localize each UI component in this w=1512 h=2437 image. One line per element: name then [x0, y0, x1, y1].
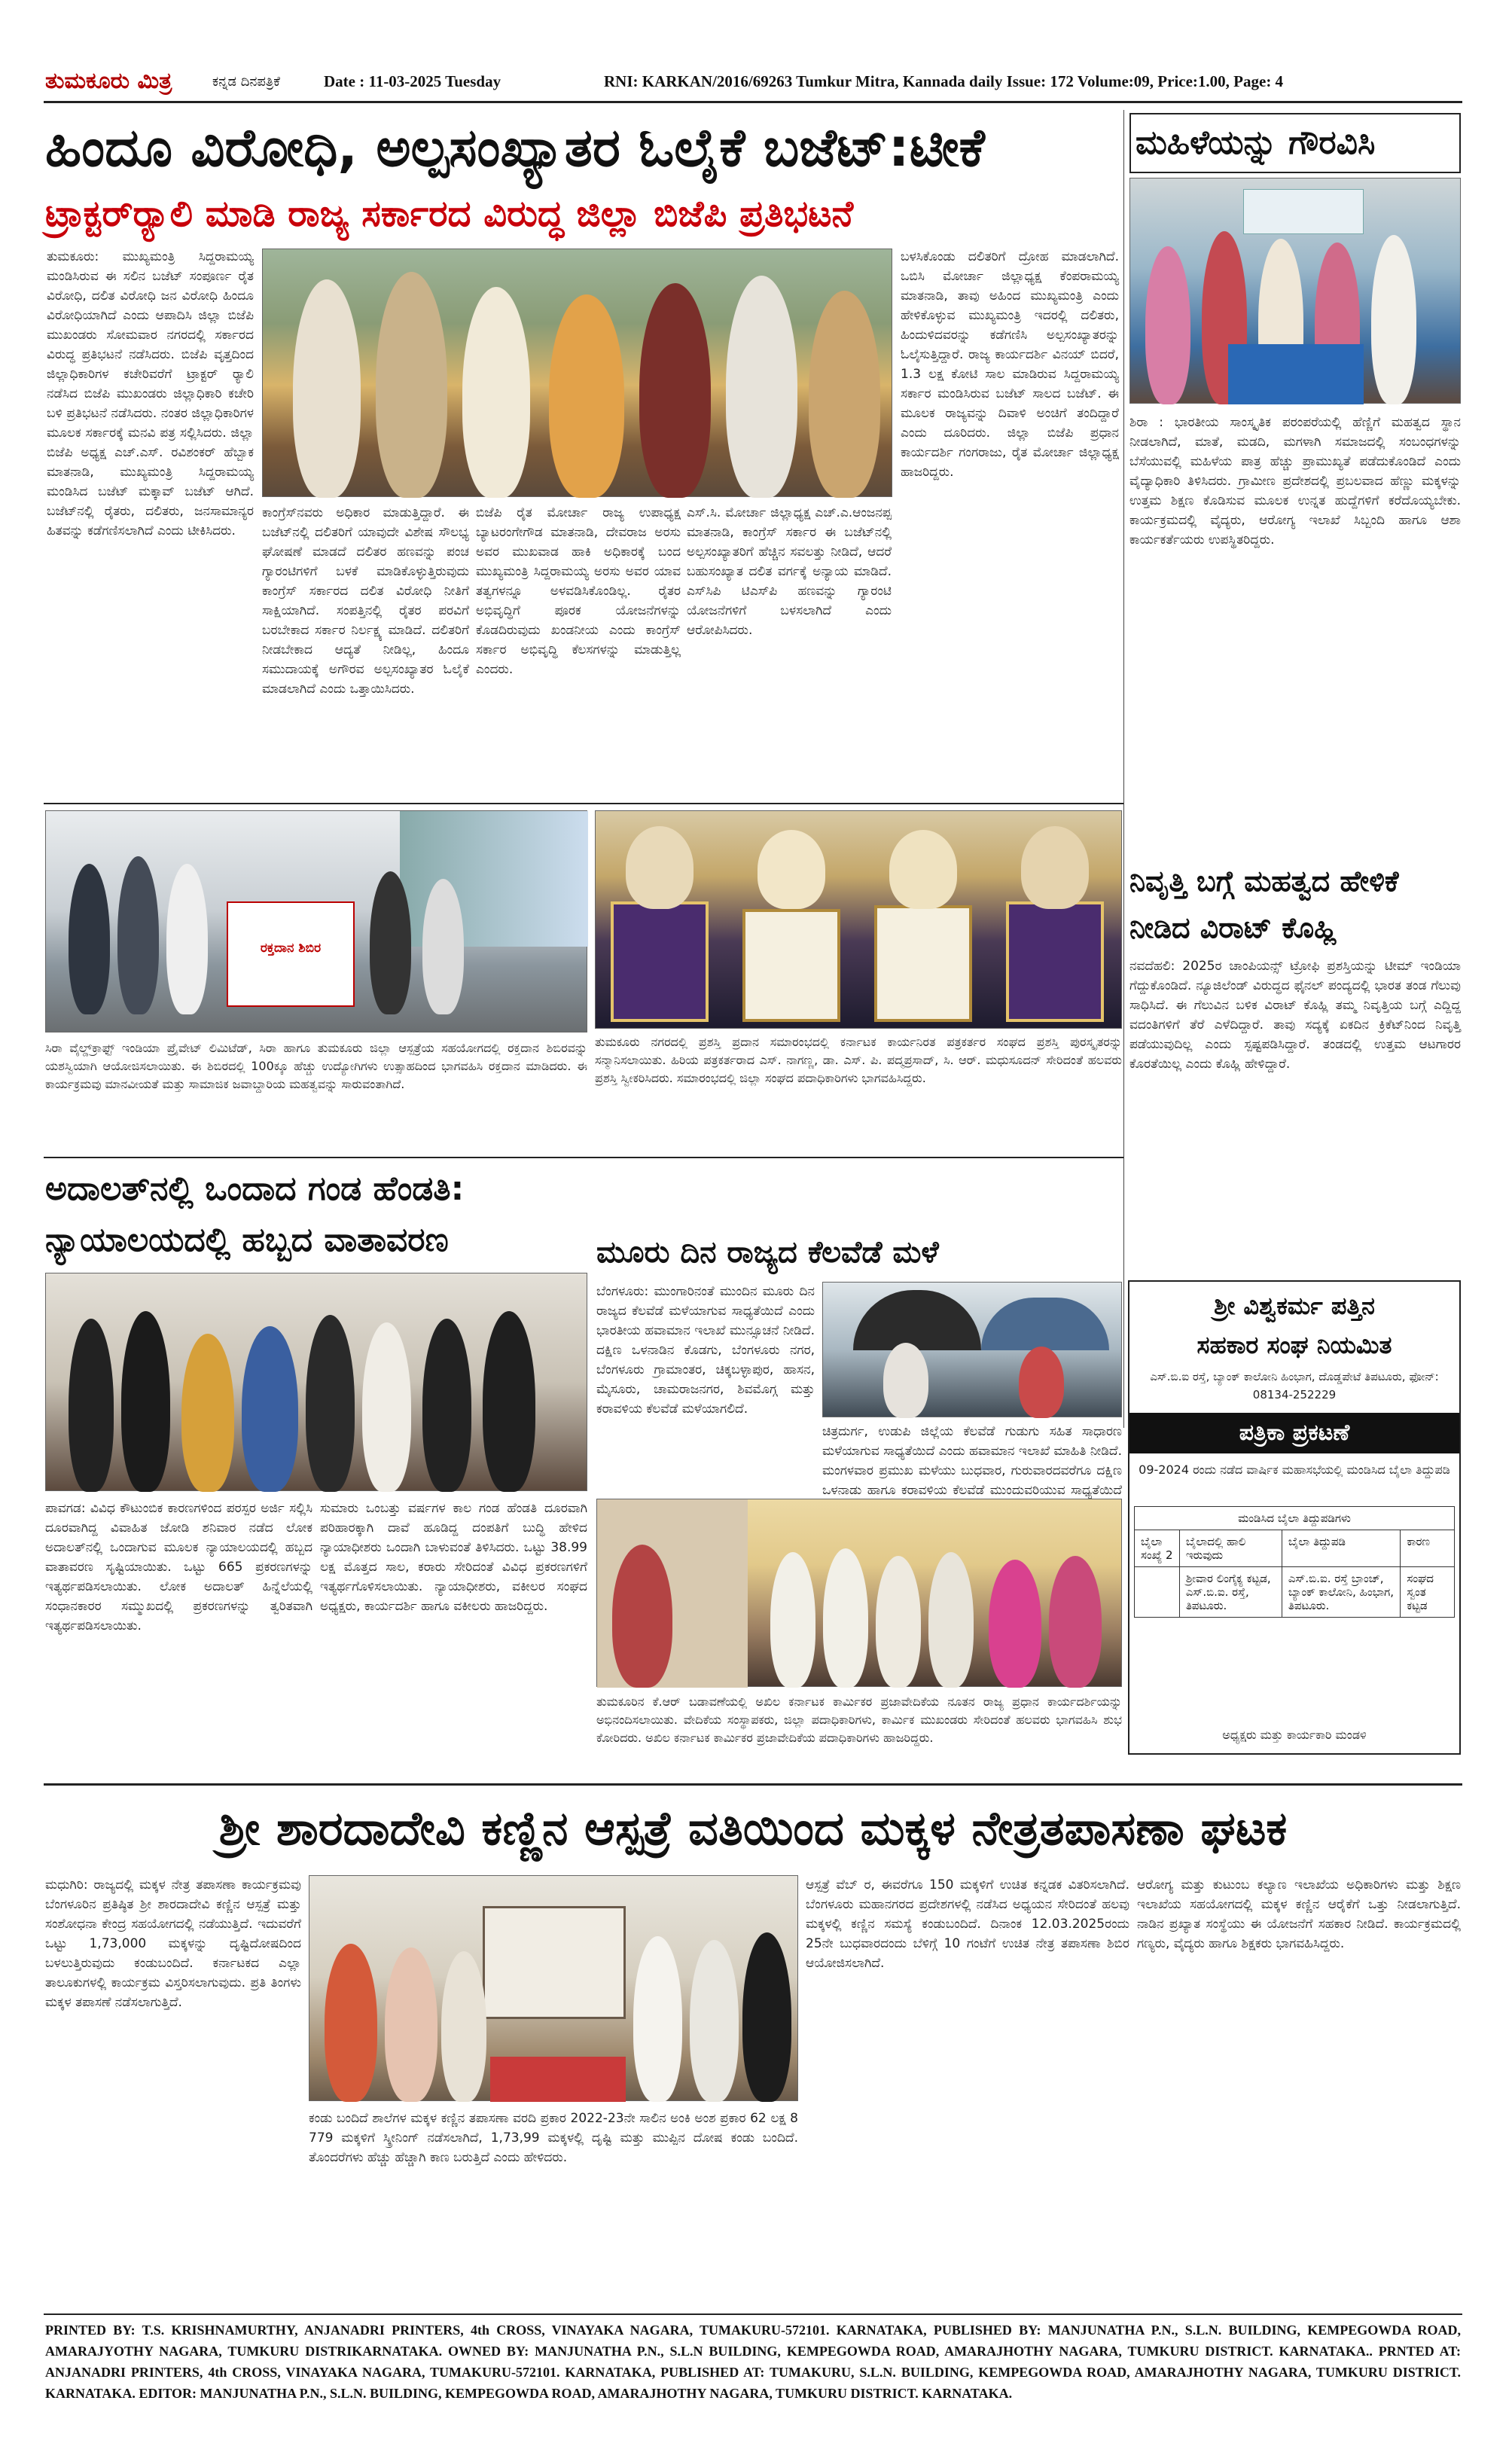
honor-headline: ಮಹಿಳೆಯನ್ನು ಗೌರವಿಸಿ	[1136, 124, 1376, 162]
rain-col2: ಚಿತ್ರದುರ್ಗ, ಉಡುಪಿ ಜಿಲ್ಲೆಯ ಕೆಲವೆಡೆ ಗುಡುಗು ಸಹಿತ ಸಾಧಾರಣ ಮಳೆಯಾಗುವ ಸಾಧ್ಯತೆಯಿದೆ ಎಂದು ಹವಾಮಾನ ಇಲಾಖೆ ಮಾಹಿತಿ ನೀಡಿದೆ. ಮಂಗಳವಾರ ಪ್ರಮುಖ ಮಳೆಯು ಬುಧವಾರ, ಗುರುವಾರದವರೆಗೂ ದಕ್ಷಿಣ ಒಳನಾಡು ಹಾಗೂ ಕರಾವಳಿಯ ಕೆಲವೆಡೆ ಮುಂದುವರಿಯುವ ಸಾಧ್ಯತೆಯಿದೆ	[822, 1424, 1122, 1498]
notice-row-d: ಸಂಘದ ಸ್ವಂತ ಕಟ್ಟಡ	[1401, 1567, 1455, 1618]
masthead-rule	[44, 101, 1462, 103]
notice-banner	[1129, 1413, 1459, 1453]
notice-table	[1134, 1506, 1455, 1717]
rain-col1: ಬೆಂಗಳೂರು: ಮುಂಗಾರಿನಂತೆ ಮುಂದಿನ ಮೂರು ದಿನ ರಾಜ್ಯದ ಕೆಲವೆಡೆ ಮಳೆಯಾಗುವ ಸಾಧ್ಯತೆಯಿದೆ ಎಂದು ಭಾರತೀಯ ಹವಾಮಾನ ಇಲಾಖೆ ಮುನ್ಸೂಚನೆ ನೀಡಿದೆ. ದಕ್ಷಿಣ ಒಳನಾಡಿನ ಕೊಡಗು, ಬೆಂಗಳೂರು ನಗರ, ಬೆಂಗಳೂರು ಗ್ರಾಮಾಂತರ, ಚಿಕ್ಕಬಳ್ಳಾಪುರ, ಹಾಸನ, ಮೈಸೂರು, ಚಾಮರಾಜನಗರ, ಶಿವಮೊಗ್ಗ ಮತ್ತು ಕರಾವಳಿಯ ಕೆಲವೆಡೆ ಮಳೆಯಾಗಲಿದೆ.	[596, 1284, 815, 1417]
notice-title-1: ಶ್ರೀ ವಿಶ್ವಕರ್ಮ ಪತ್ತಿನ	[1214, 1292, 1375, 1320]
lead-col1: ತುಮಕೂರು: ಮುಖ್ಯಮಂತ್ರಿ ಸಿದ್ದರಾಮಯ್ಯ ಮಂಡಿಸಿರುವ ಈ ಸಲಿನ ಬಜೆಟ್ ಸಂಪೂರ್ಣ ರೈತ ವಿರೋಧಿ, ದಲಿತ ವಿರೋಧಿ ಜನ ವಿರೋಧಿ ಹಿಂದೂ ವಿರೋಧಿಯಾಗಿದೆ ಎಂದು ಆಪಾದಿಸಿ ಜಿಲ್ಲಾ ಬಿಜೆಪಿ ಮುಖಂಡರು ಸೋಮವಾರ ನಗರದಲ್ಲಿ ಸರ್ಕಾರದ ವಿರುದ್ಧ ಪ್ರತಿಭಟನೆ ನಡೆಸಿದರು. ಬಿಜೆಪಿ ವೃತ್ತದಿಂದ ಜಿಲ್ಲಾಧಿಕಾರಿಗಳ ಕಚೇರಿವರೆಗೆ ಟ್ರಾಕ್ಟರ್ ರ್‍ಯಾಲಿ ನಡೆಸಿದ ಬಿಜೆಪಿ ಮುಖಂಡರು ಜಿಲ್ಲಾಧಿಕಾರಿ ಕಚೇರಿ ಬಳಿ ಪ್ರತಿಭಟನೆ ನಡೆಸಿದರು. ನಂತರ ಜಿಲ್ಲಾಧಿಕಾರಿಗಳ ಮೂಲಕ ಸರ್ಕಾರಕ್ಕೆ ಮನವಿ ಪತ್ರ ಸಲ್ಲಿಸಿದರು. ಜಿಲ್ಲಾ ಬಿಜೆಪಿ ಅಧ್ಯಕ್ಷ ಎಚ್.ಎಸ್. ರವಿಶಂಕರ್ ಹೆಬ್ಬಾಕ ಮಾತನಾಡಿ, ಮುಖ್ಯಮಂತ್ರಿ ಸಿದ್ದರಾಮಯ್ಯ ಮಂಡಿಸಿದ ಬಜೆಟ್ ಮಕ್ಕಾವ್ ಬಜೆಟ್ ಆಗಿದೆ. ಬಜೆಟ್‌ನಲ್ಲಿ ರೈತರು, ದಲಿತರು, ಜನಸಾಮಾನ್ಯರ ಹಿತವನ್ನು ಕಡೆಗಣಿಸಲಾಗಿದೆ ಎಂದು ಟೀಕಿಸಿದರು.	[47, 249, 254, 538]
rain-photo	[822, 1282, 1122, 1417]
lead-photo	[262, 249, 892, 497]
awards-caption: ತುಮಕೂರು ನಗರದಲ್ಲಿ ಪ್ರಶಸ್ತಿ ಪ್ರದಾನ ಸಮಾರಂಭದಲ್ಲಿ ಕರ್ನಾಟಕ ಕಾರ್ಯನಿರತ ಪತ್ರಕರ್ತರ ಸಂಘದ ಪ್ರಶಸ್ತಿ ಪುರಸ್ಕೃತರನ್ನು ಸನ್ಮಾನಿಸಲಾಯಿತು. ಹಿರಿಯ ಪತ್ರಕರ್ತರಾದ ಎಸ್. ನಾಗಣ್ಣ, ಡಾ. ಎಸ್. ಪಿ. ಪದ್ಮಪ್ರಸಾದ್, ಸಿ. ಆರ್. ಮಧುಸೂದನ್ ಸೇರಿದಂತೆ ಹಲವರು ಪ್ರಶಸ್ತಿ ಸ್ವೀಕರಿಸಿದರು. ಸಮಾರಂಭದಲ್ಲಿ ಜಿಲ್ಲಾ ಸಂಘದ ಪದಾಧಿಕಾರಿಗಳು ಭಾಗವಹಿಸಿದ್ದರು.	[595, 1035, 1122, 1085]
lead-col4: ಎಸ್.ಸಿ. ಮೋರ್ಚಾ ಜಿಲ್ಲಾಧ್ಯಕ್ಷ ಎಚ್.ಎ.ಆಂಜನಪ್ಪ ಮಾತನಾಡಿ, ಕಾಂಗ್ರೆಸ್ ಸರ್ಕಾರ ಈ ಬಜೆಟ್‌ನಲ್ಲಿ ಅಲ್ಪಸಂಖ್ಯಾತರಿಗೆ ಹೆಚ್ಚಿನ ಸವಲತ್ತು ನೀಡಿದೆ, ಆದರೆ ಬಹುಸಂಖ್ಯಾತ ದಲಿತ ವರ್ಗಕ್ಕೆ ಅನ್ಯಾಯ ಮಾಡಿದೆ. ಎಸ್‌ಸಿಪಿ ಟಿಎಸ್‌ಪಿ ಹಣವನ್ನು ಗ್ಯಾರಂಟಿ ಯೋಜನೆಗಳಿಗೆ ಬಳಸಲಾಗಿದೆ ಎಂದು ಆರೋಪಿಸಿದರು.	[687, 505, 892, 638]
masthead	[45, 68, 1461, 98]
notice-col-a: ಬೈಲಾ ಸಂಖ್ಯೆ 2	[1135, 1530, 1180, 1567]
notice-address: ಎಸ್.ಬಿ.ಐ ರಸ್ತೆ, ಬ್ಯಾಂಕ್ ಕಾಲೋನಿ ಹಿಂಭಾಗ, ದೊಡ್ಡಪೇಟೆ ತಿಪಟೂರು, ಫೋನ್: 08134-252229	[1150, 1370, 1439, 1402]
eye-col3: ಆಸ್ಪತ್ರೆ ವೆಬ್ ರ, ಈವರೆಗೂ 150 ಮಕ್ಕಳಿಗೆ ಉಚಿತ ಕನ್ನಡಕ ವಿತರಿಸಲಾಗಿದೆ. ಬೆಂಗಳೂರು ಮಹಾನಗರದ ಪ್ರದೇಶಗಳಲ್ಲಿ ನಡೆಸಿದ ಅಧ್ಯಯನ ಸೇರಿದಂತೆ ಹಲವು ಮಕ್ಕಳಲ್ಲಿ ಕಣ್ಣಿನ ಸಮಸ್ಯೆ ಕಂಡುಬಂದಿದೆ. ದಿನಾಂಕ 12.03.2025ರಂದು 25ನೇ ಬುಧವಾರದಂದು ಬೆಳಿಗ್ಗೆ 10 ಗಂಟೆಗೆ ಉಚಿತ ನೇತ್ರ ತಪಾಸಣಾ ಶಿಬಿರ ಆಯೋಜಿಸಲಾಗಿದೆ.	[806, 1877, 1129, 1971]
section-rule	[44, 1157, 1123, 1158]
notice-row-c: ಎಸ್.ಬಿ.ಐ. ರಸ್ತೆ ಬ್ರಾಂಚ್, ಬ್ಯಾಂಕ್ ಕಾಲೋನಿ, ಹಿಂಭಾಗ, ತಿಪಟೂರು.	[1282, 1567, 1401, 1618]
eye-col4: ಆರೋಗ್ಯ ಮತ್ತು ಕುಟುಂಬ ಕಲ್ಯಾಣ ಇಲಾಖೆಯ ಅಧಿಕಾರಿಗಳು ಮತ್ತು ಶಿಕ್ಷಣ ಇಲಾಖೆಯ ಸಹಯೋಗದಲ್ಲಿ ಮಕ್ಕಳ ಕಣ್ಣಿನ ಆರೈಕೆಗೆ ಒತ್ತು ನೀಡಲಾಗುತ್ತಿದೆ. ನಾಡಿನ ಪ್ರಖ್ಯಾತ ಸಂಸ್ಥೆಯು ಈ ಯೋಜನೆಗೆ ಸಹಕಾರ ನೀಡಿದೆ. ಕಾರ್ಯಕ್ರಮದಲ್ಲಿ ಗಣ್ಯರು, ವೈದ್ಯರು ಹಾಗೂ ಶಿಕ್ಷಕರು ಭಾಗವಹಿಸಿದ್ದರು.	[1137, 1877, 1461, 1951]
kohli-headline-1: ನಿವೃತ್ತಿ ಬಗ್ಗೆ ಮಹತ್ವದ ಹೇಳಿಕೆ	[1129, 865, 1399, 898]
eye-headline: ಶ್ರೀ ಶಾರದಾದೇವಿ ಕಣ್ಣಿನ ಆಸ್ಪತ್ರೆ ವತಿಯಿಂದ ಮಕ್ಕಳ ನೇತ್ರತಪಾಸಣಾ ಘಟಕ	[218, 1801, 1288, 1856]
notice-table-title: ಮಂಡಿಸಿದ ಬೈಲಾ ತಿದ್ದುಪಡಿಗಳು	[1135, 1507, 1455, 1530]
notice-intro: 09-2024 ರಂದು ನಡೆದ ವಾರ್ಷಿಕ ಮಹಾಸಭೆಯಲ್ಲಿ ಮಂಡಿಸಿದ ಬೈಲಾ ತಿದ್ದುಪಡಿ	[1139, 1463, 1450, 1477]
masthead-logo: ತುಮಕೂರು ಮಿತ್ರ	[45, 68, 172, 94]
court-photo	[45, 1273, 587, 1491]
notice-col-c: ಬೈಲಾ ತಿದ್ದುಪಡಿ	[1282, 1530, 1401, 1567]
masthead-sub: ಕನ್ನಡ ದಿನಪತ್ರಿಕೆ	[212, 74, 281, 90]
blood-caption: ಸಿರಾ ವೈಲ್ಡ್‌ಕ್ರಾಫ್ಟ್ ಇಂಡಿಯಾ ಪ್ರೈವೇಟ್ ಲಿಮಿಟೆಡ್, ಸಿರಾ ಹಾಗೂ ತುಮಕೂರು ಜಿಲ್ಲಾ ಆಸ್ಪತ್ರೆಯ ಸಹಯೋಗದಲ್ಲಿ ರಕ್ತದಾನ ಶಿಬಿರವನ್ನು ಯಶಸ್ವಿಯಾಗಿ ಆಯೋಜಿಸಲಾಯಿತು. ಈ ಶಿಬಿರದಲ್ಲಿ 100ಕ್ಕೂ ಹೆಚ್ಚು ಉದ್ಯೋಗಿಗಳು ಉತ್ಸಾಹದಿಂದ ಭಾಗವಹಿಸಿ ರಕ್ತದಾನ ಮಾಡಿದರು. ಈ ಕಾರ್ಯಕ್ರಮವು ಮಾನವೀಯತೆ ಮತ್ತು ಸಾಮಾಜಿಕ ಜವಾಬ್ದಾರಿಯ ಮಹತ್ವವನ್ನು ಸಾರುವಂತಾಗಿದೆ.	[45, 1041, 587, 1091]
section-rule	[44, 803, 1123, 804]
lead-headline: ಹಿಂದೂ ವಿರೋಧಿ, ಅಲ್ಪಸಂಖ್ಯಾತರ ಓಲೈಕೆ ಬಜೆಟ್:ಟೀಕೆ	[45, 117, 985, 178]
col-rule	[1123, 110, 1124, 1428]
notice-row-b: ಶ್ರೀವಾರ ಲಿಂಗೈಕ್ಯ ಕಟ್ಟಡ, ಎಸ್.ಬಿ.ಐ. ರಸ್ತೆ, ತಿಪಟೂರು.	[1179, 1567, 1282, 1618]
notice-col-b: ಬೈಲಾದಲ್ಲಿ ಹಾಲಿ ಇರುವುದು	[1179, 1530, 1282, 1567]
felicitation-caption: ತುಮಕೂರಿನ ಕೆ.ಆರ್ ಬಡಾವಣೆಯಲ್ಲಿ ಅಖಿಲ ಕರ್ನಾಟಕ ಕಾರ್ಮಿಕರ ಪ್ರಜಾವೇದಿಕೆಯ ನೂತನ ರಾಜ್ಯ ಪ್ರಧಾನ ಕಾರ್ಯದರ್ಶಿಯನ್ನು ಅಭಿನಂದಿಸಲಾಯಿತು. ವೇದಿಕೆಯ ಸಂಸ್ಥಾಪಕರು, ಜಿಲ್ಲಾ ಪದಾಧಿಕಾರಿಗಳು, ಕಾರ್ಮಿಕ ಮುಖಂಡರು ಸೇರಿದಂತೆ ಹಲವರು ಭಾಗವಹಿಸಿ ಶುಭ ಕೋರಿದರು. ಅಖಿಲ ಕರ್ನಾಟಕ ಕಾರ್ಮಿಕರ ಪ್ರಜಾವೇದಿಕೆಯ ಪದಾಧಿಕಾರಿಗಳು ಹಾಜರಿದ್ದರು.	[596, 1694, 1122, 1745]
awards-photo	[595, 810, 1122, 1029]
court-headline-2: ನ್ಯಾಯಾಲಯದಲ್ಲಿ ಹಬ್ಬದ ವಾತಾವರಣ	[45, 1221, 449, 1259]
blood-photo	[45, 810, 587, 1032]
court-headline-1: ಅದಾಲತ್‌ನಲ್ಲಿ ಒಂದಾದ ಗಂಡ ಹೆಂಡತಿ:	[45, 1170, 465, 1208]
notice-col-d: ಕಾರಣ	[1401, 1530, 1455, 1567]
notice-banner-text: ಪತ್ರಿಕಾ ಪ್ರಕಟಣೆ	[1239, 1420, 1350, 1446]
rain-headline: ಮೂರು ದಿನ ರಾಜ್ಯದ ಕೆಲವೆಡೆ ಮಳೆ	[596, 1235, 939, 1270]
court-col1: ಪಾವಗಡ: ವಿವಿಧ ಕೌಟುಂಬಿಕ ಕಾರಣಗಳಿಂದ ಪರಸ್ಪರ ಅರ್ಜಿ ಸಲ್ಲಿಸಿ ದೂರವಾಗಿದ್ದ ವಿವಾಹಿತ ಜೋಡಿ ಶನಿವಾರ ನಡೆದ ಲೋಕ ಅದಾಲತ್‌ನಲ್ಲಿ ಒಂದಾಗುವ ಮೂಲಕ ನ್ಯಾಯಾಲಯದಲ್ಲಿ ಹಬ್ಬದ ವಾತಾವರಣ ಸೃಷ್ಟಿಯಾಯಿತು. ಒಟ್ಟು 665 ಪ್ರಕರಣಗಳನ್ನು ಇತ್ಯರ್ಥಪಡಿಸಲಾಯಿತು. ಲೋಕ ಅದಾಲತ್ ಹಿನ್ನೆಲೆಯಲ್ಲಿ ಸಂಧಾನಕಾರರ ಸಮ್ಮುಖದಲ್ಲಿ ಪ್ರಕರಣಗಳನ್ನು ತ್ವರಿತವಾಗಿ ಇತ್ಯರ್ಥಪಡಿಸಲಾಯಿತು.	[45, 1501, 312, 1633]
notice-title-2: ಸಹಕಾರ ಸಂಘ ನಿಯಮಿತ	[1196, 1331, 1392, 1359]
lead-subhead: ಟ್ರಾಕ್ಟರ್‌ರ್‍ಯಾಲಿ ಮಾಡಿ ರಾಜ್ಯ ಸರ್ಕಾರದ ವಿರುದ್ಧ ಜಿಲ್ಲಾ ಬಿಜೆಪಿ ಪ್ರತಿಭಟನೆ	[45, 193, 854, 235]
imprint-rule	[44, 2313, 1462, 2315]
notice-footer: ಅಧ್ಯಕ್ಷರು ಮತ್ತು ಕಾರ್ಯಕಾರಿ ಮಂಡಳಿ	[1222, 1728, 1367, 1742]
blood-banner-text: ರಕ್ತದಾನ ಶಿಬಿರ	[260, 941, 322, 956]
masthead-info: RNI: KARKAN/2016/69263 Tumkur Mitra, Kannada daily Issue: 172 Volume:09, Price:1.00, Page: 4	[604, 72, 1284, 90]
honor-photo	[1129, 178, 1461, 404]
masthead-date: Date : 11-03-2025 Tuesday	[324, 72, 501, 90]
eye-photo	[309, 1875, 798, 2101]
eye-col2: ಕಂಡು ಬಂದಿದೆ ಶಾಲೆಗಳ ಮಕ್ಕಳ ಕಣ್ಣಿನ ತಪಾಸಣಾ ವರದಿ ಪ್ರಕಾರ 2022-23ನೇ ಸಾಲಿನ ಅಂಕಿ ಅಂಶ ಪ್ರಕಾರ 62 ಲಕ್ಷ 8 779 ಮಕ್ಕಳಿಗೆ ಸ್ಕ್ರೀನಿಂಗ್ ನಡೆಸಲಾಗಿದೆ, 1,73,99 ಮಕ್ಕಳಲ್ಲಿ ದೃಷ್ಟಿ ಮತ್ತು ಮುಪ್ಪಿನ ದೋಷ ಕಂಡು ಬಂದಿದೆ. ತೊಂದರೆಗಳು ಹೆಚ್ಚು ಹೆಚ್ಚಾಗಿ ಕಾಣ ಬರುತ್ತಿದೆ ಎಂದು ಹೇಳಿದರು.	[309, 2111, 798, 2165]
lead-col5: ಬಳಸಿಕೊಂಡು ದಲಿತರಿಗೆ ದ್ರೋಹ ಮಾಡಲಾಗಿದೆ. ಒಬಿಸಿ ಮೋರ್ಚಾ ಜಿಲ್ಲಾಧ್ಯಕ್ಷ ಕೆಂಪರಾಮಯ್ಯ ಮಾತನಾಡಿ, ತಾವು ಅಹಿಂದ ಮುಖ್ಯಮಂತ್ರಿ ಎಂದು ಹೇಳಿಕೊಳ್ಳುವ ಮುಖ್ಯಮಂತ್ರಿ ಇದರಲ್ಲಿ ದಲಿತರು, ಹಿಂದುಳಿದವರನ್ನು ಕಡೆಗಣಿಸಿ ಅಲ್ಪಸಂಖ್ಯಾತರನ್ನು ಓಲೈಸುತ್ತಿದ್ದಾರೆ. ರಾಜ್ಯ ಕಾರ್ಯದರ್ಶಿ ವಿನಯ್ ಬಿದರೆ, 1.3 ಲಕ್ಷ ಕೋಟಿ ಸಾಲ ಮಾಡಿರುವ ಸಿದ್ದರಾಮಯ್ಯ ಸರ್ಕಾರ ಮಂಡಿಸಿರುವ ಬಜೆಟ್ ಸಾಲದ ಬಜೆಟ್. ಈ ಮೂಲಕ ರಾಜ್ಯವನ್ನು ದಿವಾಳಿ ಅಂಚಿಗೆ ತಂದಿದ್ದಾರೆ ಎಂದು ದೂರಿದರು. ಜಿಲ್ಲಾ ಬಿಜೆಪಿ ಪ್ರಧಾನ ಕಾರ್ಯದರ್ಶಿ ಗಂಗರಾಜು, ರೈತ ಮೋರ್ಚಾ ಜಿಲ್ಲಾಧ್ಯಕ್ಷ ಹಾಜರಿದ್ದರು.	[901, 249, 1119, 480]
blood-banner	[227, 901, 355, 1007]
lead-col3: ಬಿಜೆಪಿ ರೈತ ಮೋರ್ಚಾ ರಾಜ್ಯ ಉಪಾಧ್ಯಕ್ಷ ಬ್ಯಾಟರಂಗೇಗೌಡ ಮಾತನಾಡಿ, ದೇವರಾಜ ಅರಸು ಅವರ ಮುಖವಾಡ ಹಾಕಿ ಅಧಿಕಾರಕ್ಕೆ ಬಂದ ಮುಖ್ಯಮಂತ್ರಿ ಸಿದ್ದರಾಮಯ್ಯ ಅರಸು ಅವರ ಯಾವ ತತ್ವಗಳನ್ನೂ ಅಳವಡಿಸಿಕೊಂಡಿಲ್ಲ. ರೈತರ ಅಭಿವೃದ್ಧಿಗೆ ಪೂರಕ ಯೋಜನೆಗಳನ್ನು ಕೊಡದಿರುವುದು ಖಂಡನೀಯ ಎಂದು ಕಾಂಗ್ರೆಸ್ ಸರ್ಕಾರ ಅಭಿವೃದ್ಧಿ ಕೆಲಸಗಳನ್ನು ಮಾಡುತ್ತಿಲ್ಲ ಎಂದರು.	[476, 505, 681, 677]
imprint: PRINTED BY: T.S. KRISHNAMURTHY, ANJANADRI PRINTERS, 4th CROSS, VINAYAKA NAGARA, TUMAKURU-572101. KARNATAKA, PUBLISHED BY: MANJUNATHA P.N., S.L.N. BUILDING, KEMPEGOWDA ROAD, AMARAJYOTHY NAGARA, TUMKURU DISTRIKARNATAKA. OWNED BY: MANJUNATHA P.N., S.L.N BUILDING, KEMPEGOWDA ROAD, AMARAJHOTHY NAGARA, TUMKURU DISTRICT. KARNATAKA.. PRNTED AT: ANJANADRI PRINTERS, 4th CROSS, VINAYAKA NAGARA, TUMAKURU-572101. KARNATAKA, PUBLISHED AT: TUMAKURU, S.L.N. BUILDING, KEMPEGOWDA ROAD, AMARAJHOTHY NAGARA, TUMKURU DISTRICT. KARNATAKA. EDITOR: MANJUNATHA P.N., S.L.N. BUILDING, KEMPEGOWDA ROAD, AMARAJHOTHY NAGARA, TUMKURU DISTRICT. KARNATAKA.	[45, 2323, 1461, 2401]
lead-col2: ಕಾಂಗ್ರೆಸ್‌ನವರು ಅಧಿಕಾರ ಮಾಡುತ್ತಿದ್ದಾರೆ. ಈ ಬಜೆಟ್‌ನಲ್ಲಿ ದಲಿತರಿಗೆ ಯಾವುದೇ ವಿಶೇಷ ಸೌಲಭ್ಯ ಘೋಷಣೆ ಮಾಡದೆ ದಲಿತರ ಹಣವನ್ನು ಪಂಚ ಗ್ಯಾರಂಟಿಗಳಿಗೆ ಬಳಕೆ ಮಾಡಿಕೊಳ್ಳುತ್ತಿರುವುದು ಕಾಂಗ್ರೆಸ್ ಸರ್ಕಾರದ ದಲಿತ ವಿರೋಧಿ ನೀತಿಗೆ ಸಾಕ್ಷಿಯಾಗಿದೆ. ಸಂಪತ್ತಿನಲ್ಲಿ ರೈತರ ಪರವಿಗೆ ಬರಬೇಕಾದ ಸರ್ಕಾರ ನಿರ್ಲಕ್ಷ್ಯ ಮಾಡಿದೆ. ದಲಿತರಿಗೆ ನೀಡಬೇಕಾದ ಆದ್ಯತೆ ನೀಡಿಲ್ಲ, ಹಿಂದೂ ಸಮುದಾಯಕ್ಕೆ ಅಗೌರವ ಅಲ್ಪಸಂಖ್ಯಾತರ ಓಲೈಕೆ ಮಾಡಲಾಗಿದೆ ಎಂದು ಒತ್ತಾಯಿಸಿದರು.	[262, 505, 469, 697]
section-rule	[44, 1783, 1462, 1786]
kohli-headline-2: ನೀಡಿದ ವಿರಾಟ್ ಕೊಹ್ಲಿ	[1129, 911, 1337, 944]
court-col2: ಸುಮಾರು ಒಂಬತ್ತು ವರ್ಷಗಳ ಕಾಲ ಗಂಡ ಹೆಂಡತಿ ದೂರವಾಗಿ ಪರಿಹಾರಕ್ಕಾಗಿ ದಾವೆ ಹೂಡಿದ್ದ ದಂಪತಿಗೆ ಬುದ್ಧಿ ಹೇಳಿದ ನ್ಯಾಯಾಧೀಶರು ಒಂದಾಗಿ ಬಾಳುವಂತೆ ತಿಳಿಸಿದರು. ಒಟ್ಟು 38.99 ಲಕ್ಷ ಮೊತ್ತದ ಸಾಲ, ಕರಾರು ಸೇರಿದಂತೆ ವಿವಿಧ ಪ್ರಕರಣಗಳಿಗೆ ಇತ್ಯರ್ಥಗೊಳಿಸಲಾಯಿತು. ನ್ಯಾಯಾಧೀಶರು, ವಕೀಲರ ಸಂಘದ ಅಧ್ಯಕ್ಷರು, ಕಾರ್ಯದರ್ಶಿ ಹಾಗೂ ವಕೀಲರು ಹಾಜರಿದ್ದರು.	[320, 1501, 587, 1614]
felicitation-photo	[596, 1499, 1122, 1687]
kohli-body: ನವದೆಹಲಿ: 2025ರ ಚಾಂಪಿಯನ್ಸ್ ಟ್ರೋಫಿ ಪ್ರಶಸ್ತಿಯನ್ನು ಟೀಮ್ ಇಂಡಿಯಾ ಗೆದ್ದುಕೊಂಡಿದೆ. ನ್ಯೂಜಿಲೆಂಡ್ ವಿರುದ್ಧದ ಫೈನಲ್ ಪಂದ್ಯದಲ್ಲಿ ಭಾರತ ತಂಡ ಗೆಲುವು ಸಾಧಿಸಿದೆ. ಈ ಗೆಲುವಿನ ಬಳಿಕ ವಿರಾಟ್ ಕೊಹ್ಲಿ ತಮ್ಮ ನಿವೃತ್ತಿಯ ಬಗ್ಗೆ ಎದ್ದಿದ್ದ ವದಂತಿಗಳಿಗೆ ತೆರೆ ಎಳೆದಿದ್ದಾರೆ. ತಾವು ಸದ್ಯಕ್ಕೆ ಏಕದಿನ ಕ್ರಿಕೆಟ್‌ನಿಂದ ನಿವೃತ್ತಿ ಪಡೆಯುವುದಿಲ್ಲ ಎಂದು ಸ್ಪಷ್ಟಪಡಿಸಿದ್ದಾರೆ. ತಂಡದಲ್ಲಿ ಉತ್ತಮ ಆಟಗಾರರ ಕೊರತೆಯಿಲ್ಲ ಎಂದು ಕೊಹ್ಲಿ ಹೇಳಿದ್ದಾರೆ.	[1129, 959, 1461, 1072]
eye-col1: ಮಧುಗಿರಿ: ರಾಜ್ಯದಲ್ಲಿ ಮಕ್ಕಳ ನೇತ್ರ ತಪಾಸಣಾ ಕಾರ್ಯಕ್ರಮವು ಬೆಂಗಳೂರಿನ ಪ್ರತಿಷ್ಠಿತ ಶ್ರೀ ಶಾರದಾದೇವಿ ಕಣ್ಣಿನ ಆಸ್ಪತ್ರೆ ಮತ್ತು ಸಂಶೋಧನಾ ಕೇಂದ್ರ ಸಹಯೋಗದಲ್ಲಿ ನಡೆಯುತ್ತಿದೆ. ಇದುವರೆಗೆ ಒಟ್ಟು 1,73,000 ಮಕ್ಕಳನ್ನು ದೃಷ್ಟಿದೋಷದಿಂದ ಬಳಲುತ್ತಿರುವುದು ಕಂಡುಬಂದಿದೆ. ಕರ್ನಾಟಕದ ಎಲ್ಲಾ ತಾಲೂಕುಗಳಲ್ಲಿ ಕಾರ್ಯಕ್ರಮ ವಿಸ್ತರಿಸಲಾಗುವುದು. ಪ್ರತಿ ತಿಂಗಳು ಮಕ್ಕಳ ತಪಾಸಣೆ ನಡೆಸಲಾಗುತ್ತಿದೆ.	[45, 1877, 301, 2010]
honor-body: ಶಿರಾ : ಭಾರತೀಯ ಸಾಂಸ್ಕೃತಿಕ ಪರಂಪರೆಯಲ್ಲಿ ಹೆಣ್ಣಿಗೆ ಮಹತ್ವದ ಸ್ಥಾನ ನೀಡಲಾಗಿದೆ, ಮಾತೆ, ಮಡದಿ, ಮಗಳಾಗಿ ಸಮಾಜದಲ್ಲಿ ಸಂಬಂಧಗಳನ್ನು ಬೆಸೆಯುವಲ್ಲಿ ಮಹಿಳೆಯ ಪಾತ್ರ ಹೆಚ್ಚು ಪ್ರಾಮುಖ್ಯತೆ ಪಡೆದುಕೊಂಡಿದೆ ಎಂದು ವೈದ್ಯಾಧಿಕಾರಿ ತಿಳಿಸಿದರು. ಗ್ರಾಮೀಣ ಪ್ರದೇಶದಲ್ಲಿ ಪ್ರಬಲವಾದ ಹೆಣ್ಣು ಮಕ್ಕಳನ್ನು ಉತ್ತಮ ಶಿಕ್ಷಣ ಕೊಡಿಸುವ ಮೂಲಕ ಉನ್ನತ ಹುದ್ದೆಗಳಿಗೆ ಕರೆದೊಯ್ಯಬೇಕು. ಕಾರ್ಯಕ್ರಮದಲ್ಲಿ ವೈದ್ಯರು, ಆರೋಗ್ಯ ಇಲಾಖೆ ಸಿಬ್ಬಂದಿ ಹಾಗೂ ಆಶಾ ಕಾರ್ಯಕರ್ತೆಯರು ಉಪಸ್ಥಿತರಿದ್ದರು.	[1129, 415, 1461, 547]
